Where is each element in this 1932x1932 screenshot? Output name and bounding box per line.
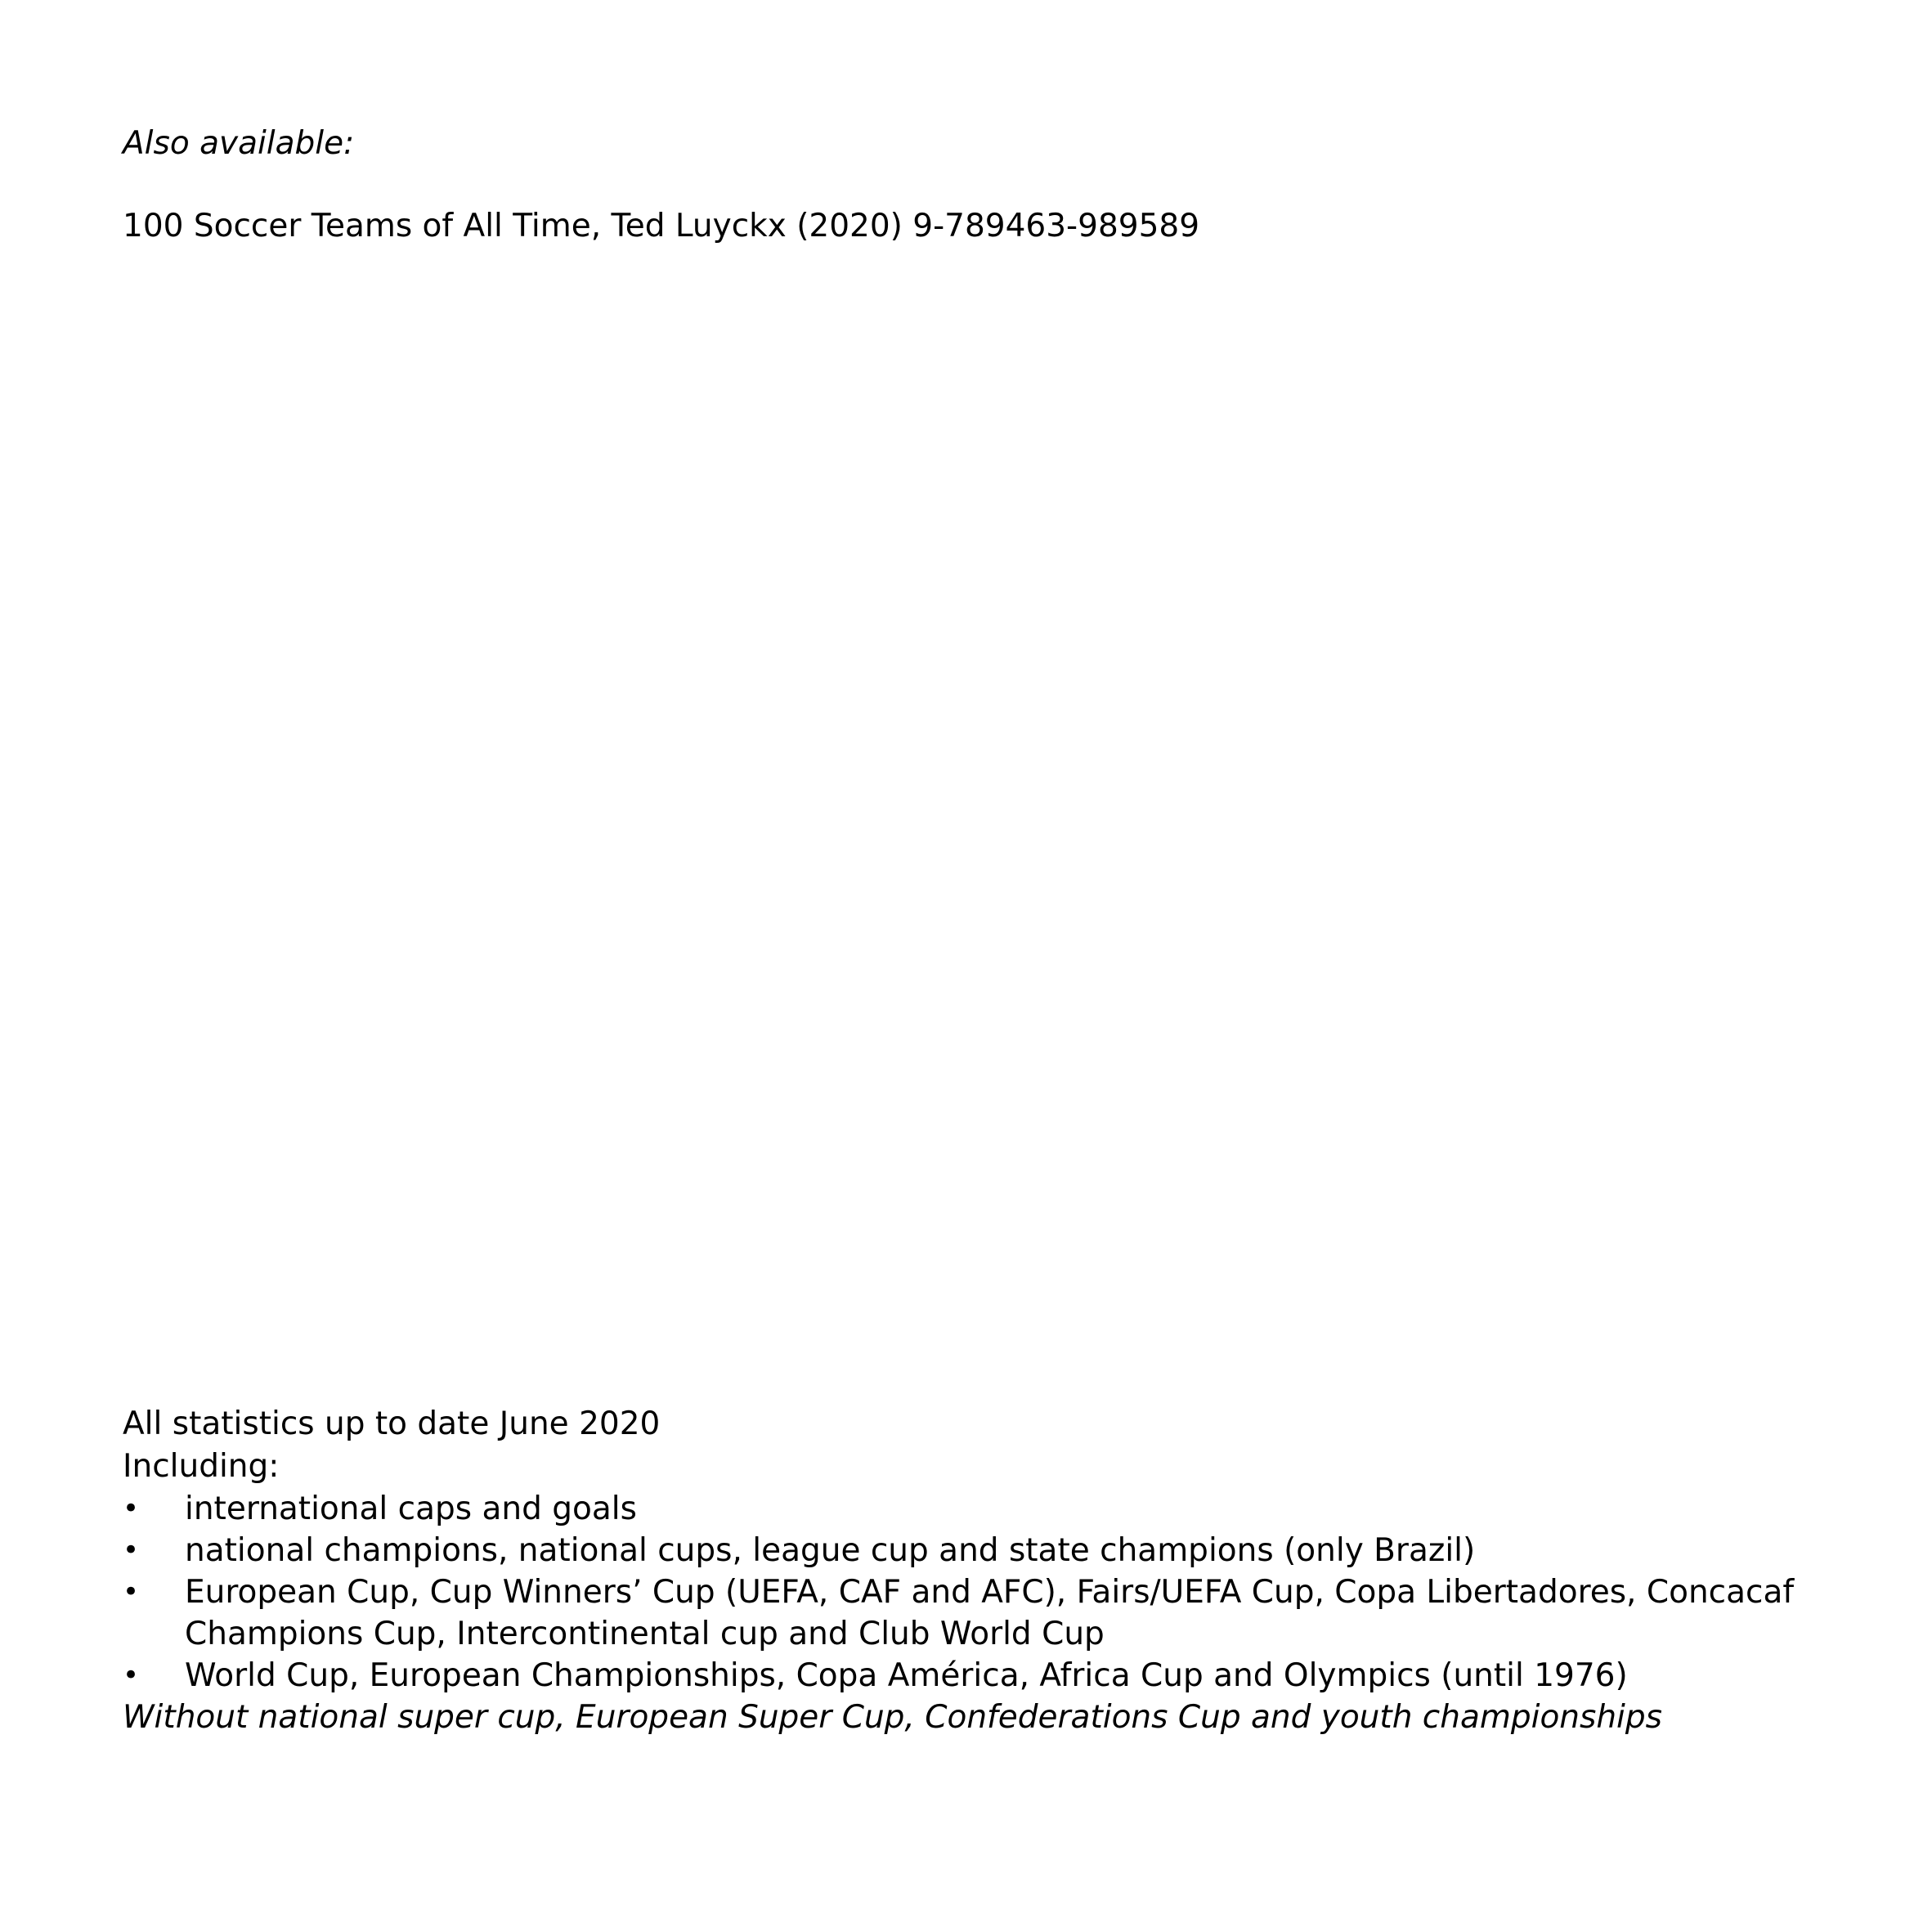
bullet-icon: • xyxy=(123,1534,140,1567)
bullet-icon: • xyxy=(123,1659,140,1692)
list-item xyxy=(123,1571,1807,1655)
exclusion-note: Without national super cup, European Super Cup, Confederations Cup and youth championships xyxy=(123,1699,1662,1736)
bullet-icon: • xyxy=(123,1492,140,1525)
list-item xyxy=(123,1530,1807,1571)
statistics-section xyxy=(123,1403,1807,1739)
list-item-text: World Cup, European Championships, Copa América, Africa Cup and Olympics (until 1976) xyxy=(185,1657,1628,1694)
list-item-text: international caps and goals xyxy=(185,1490,637,1527)
list-item-text: national champions, national cups, league cup and state champions (only Brazil) xyxy=(185,1532,1476,1569)
book-reference: 100 Soccer Teams of All Time, Ted Luyckx (2020) 9-789463-989589 xyxy=(123,208,1200,244)
bullet-icon: • xyxy=(123,1576,140,1608)
list-item-text: European Cup, Cup Winners’ Cup (UEFA, CAF and AFC), Fairs/UEFA Cup, Copa Libertadores, Concacaf Champions Cup, Intercontinental cup and Club World Cup xyxy=(185,1574,1795,1652)
statistics-list xyxy=(123,1488,1807,1697)
list-item xyxy=(123,1488,1807,1530)
also-available-heading: Also available: xyxy=(123,125,355,162)
list-item xyxy=(123,1655,1807,1697)
statistics-date-line: All statistics up to date June 2020 xyxy=(123,1405,661,1442)
including-label: Including: xyxy=(123,1448,280,1485)
